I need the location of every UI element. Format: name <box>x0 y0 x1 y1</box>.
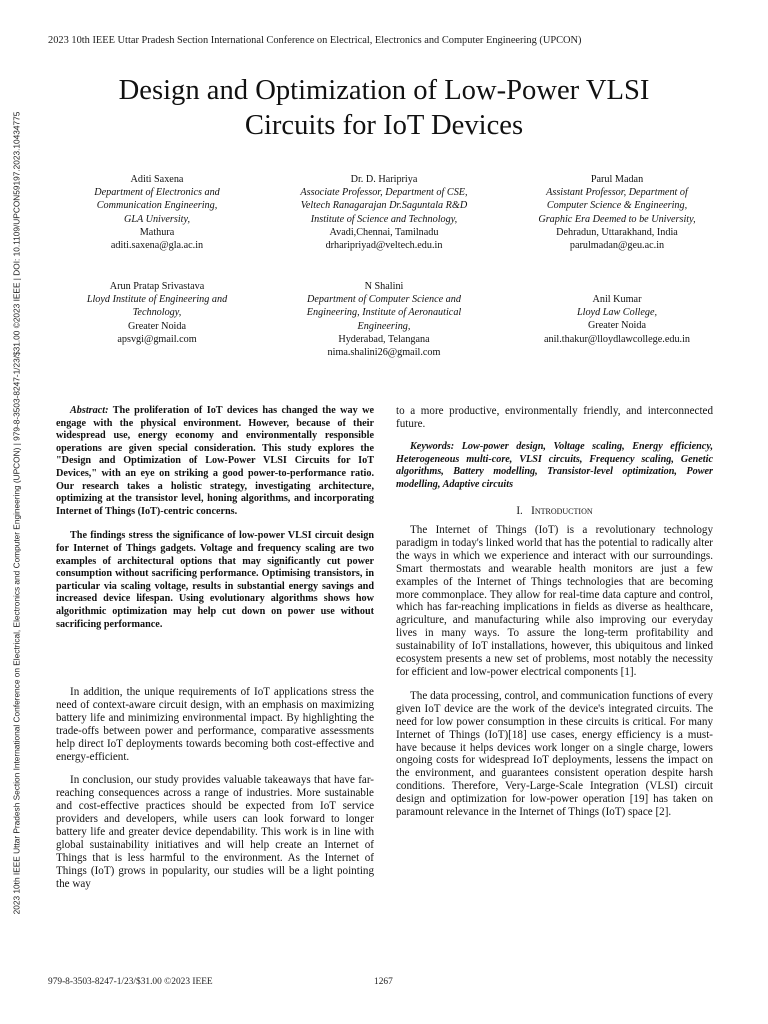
author-affiliation-line: Communication Engineering, <box>96 200 218 212</box>
author-affiliation-line: Computer Science & Engineering, <box>546 200 688 212</box>
right-column-continuation <box>396 405 713 431</box>
author-affiliation-line: Assistant Professor, Department of <box>546 187 688 199</box>
side-doi-banner <box>9 40 23 985</box>
body-paragraph: to a more productive, environmentally friendly, and interconnected future. <box>396 405 713 430</box>
body-paragraph: The data processing, control, and communication functions of every given IoT device are the work of the device's integrated circuits. The need for low power consumption in these circuits is critical. For many Internet of Things (IoT)[18] use cases, energy efficiency is a must-have because it helps devices work longer on a single charge, lowers ongoing costs for widespread IoT deployments, lessens the impact on the environment, and guarantees consistent operation despite harsh conditions. Therefore, Very-Large-Scale Integration (VLSI) circuit design and optimization for low-power operation [19] has taken on paramount relevance in the Internet of Things (IoT) space [2]. <box>396 689 713 819</box>
author-affiliation-line: Institute of Science and Technology, <box>310 213 458 225</box>
author-email: parulmadan@geu.ac.in <box>569 240 665 252</box>
author-email: aditi.saxena@gla.ac.in <box>110 240 204 252</box>
author-location: Greater Noida <box>588 320 646 332</box>
title-line-1: Design and Optimization of Low-Power VLSI <box>118 75 650 106</box>
author-affiliation-line: Technology, <box>132 307 182 319</box>
author-name: Parul Madan <box>590 174 644 185</box>
page-number: 1267 <box>374 977 393 987</box>
author-affiliation-line: Department of Electronics and <box>94 187 220 199</box>
author-name: Anil Kumar <box>592 294 642 305</box>
keywords-section <box>396 441 713 491</box>
left-column-body <box>56 686 374 891</box>
abstract-paragraph: The findings stress the significance of low-power VLSI circuit design for Internet of Things gadgets. Voltage and frequency scaling are two examples of architectural options that may significantly cut power consumption without sacrificing performance. Optimising transistors, in particular via scaling voltage, results in substantial energy savings and increased device lifespan. Using evolutionary algorithms shows how algorithmic optimization may help cut down on power use without sacrificing performance. <box>56 530 374 630</box>
author-affiliation-line: Engineering, <box>357 320 411 332</box>
author-affiliation-line: Lloyd Institute of Engineering and <box>86 294 228 306</box>
footer-isbn: 979-8-3503-8247-1/23/$31.00 ©2023 IEEE <box>48 977 213 987</box>
title-line-2: Circuits for IoT Devices <box>244 110 524 141</box>
author-email: apsvgi@gmail.com <box>117 333 197 345</box>
body-paragraph: The Internet of Things (IoT) is a revolutionary technology paradigm in today's linked world that has the potential to radically alter the ways in which we experience and interact with our surroundings. Smart thermostats and wearable health monitors are just a few examples of the Internet of Things technologies that are becoming more commonplace. They allow for real-time data capture and control, which has far-reaching implications in fields as diverse as healthcare, agriculture, and manufacturing while also improving our everyday lives in many ways. To assure the long-term profitability and sustainability of IoT installations, however, this ubiquitous and linked ecosystem presents a new set of problems, most notably the necessity for efficient and low-power electrical components [1]. <box>396 524 713 678</box>
body-paragraph: In addition, the unique requirements of IoT applications stress the need of context-aware circuit design, with an emphasis on maximizing battery life and minimizing environmental impact. By highlighting the trade-offs between power and performance, comparative assessments help direct IoT deployments towards becoming both cost-effective and energy-efficient. <box>56 686 374 763</box>
author-affiliation-line: Department of Computer Science and <box>307 294 461 306</box>
author-affiliation-line: Graphic Era Deemed to be University, <box>538 213 696 225</box>
section-heading <box>396 505 713 517</box>
abstract-label: Abstract: <box>70 405 109 416</box>
side-banner-text: 2023 10th IEEE Uttar Pradesh Section International Conference on Electrical, Electronics and Computer Engineering (UPCON) | 979-8-3503-8247-1/23/$31.00 ©2023 IEEE | DOI: 10.1109/UPCON59197.2023.10434775 <box>11 111 21 914</box>
abstract-section <box>56 405 374 631</box>
author-block <box>60 280 254 346</box>
keywords-label: Keywords: <box>410 441 455 452</box>
keywords-text: Low-power design, Voltage scaling, Energy efficiency, Heterogeneous multi-core, VLSI circuits, Frequency scaling, Genetic algorithms, Battery modelling, Transistor-level optimization, Power modelling, Adaptive circuits <box>396 441 714 490</box>
author-location: Mathura <box>139 226 175 238</box>
author-block <box>272 173 496 252</box>
author-block <box>512 293 722 346</box>
author-block <box>512 173 722 252</box>
paper-title <box>60 73 708 143</box>
conference-header: 2023 10th IEEE Uttar Pradesh Section International Conference on Electrical, Electronics and Computer Engineering (UPCON) <box>48 35 582 46</box>
abstract-text: The proliferation of IoT devices has changed the way we engage with the physical environment. However, because of their widespread use, energy economy and environmentally responsible operations are given special consideration. This study explores the "Design and Optimization of Low-Power VLSI Circuits for IoT Devices," with an eye on striking a good power-to-performance ratio. Our research takes a holistic strategy, investigating architecture, optimizing at the transistor level, honing algorithms, and incorporating Internet of Things (IoT)-centric concerns. <box>56 405 375 517</box>
body-paragraph: In conclusion, our study provides valuable takeaways that have far-reaching consequences across a range of industries. More sustainable and cost-effective practices should be expected from IoT service providers and developers, while users can look forward to longer battery life and greater device dependability. This work is in line with global sustainability initiatives and will help create an Internet of Things that is less harmful to the environment. As the Internet of Things (IoT) grows in popularity, our studies will be a light pointing the way <box>56 774 374 890</box>
author-email: anil.thakur@lloydlawcollege.edu.in <box>543 333 691 345</box>
author-block <box>272 280 496 359</box>
author-email: drharipriyad@veltech.edu.in <box>325 240 443 252</box>
author-affiliation-line: Lloyd Law College, <box>576 307 658 319</box>
section-number: I. <box>516 505 523 517</box>
author-location: Dehradun, Uttarakhand, India <box>556 226 678 238</box>
author-affiliation-line: Engineering, Institute of Aeronautical <box>306 307 462 319</box>
author-affiliation-line: Veltech Ranagarajan Dr.Saguntala R&D <box>300 200 468 212</box>
author-affiliation-line: GLA University, <box>123 213 191 225</box>
author-name: Dr. D. Haripriya <box>350 174 418 185</box>
author-affiliation-line: Associate Professor, Department of CSE, <box>300 187 468 199</box>
author-location: Greater Noida <box>128 320 186 332</box>
right-column-body <box>396 524 713 819</box>
section-title: Introduction <box>531 505 593 517</box>
author-location: Avadi,Chennai, Tamilnadu <box>329 226 439 238</box>
abstract-paragraph <box>56 405 374 518</box>
author-location: Hyderabad, Telangana <box>338 333 430 345</box>
author-name: Arun Pratap Srivastava <box>109 281 205 292</box>
author-name: Aditi Saxena <box>130 174 184 185</box>
author-email: nima.shalini26@gmail.com <box>327 347 441 359</box>
author-name: N Shalini <box>364 281 404 292</box>
author-block <box>60 173 254 252</box>
